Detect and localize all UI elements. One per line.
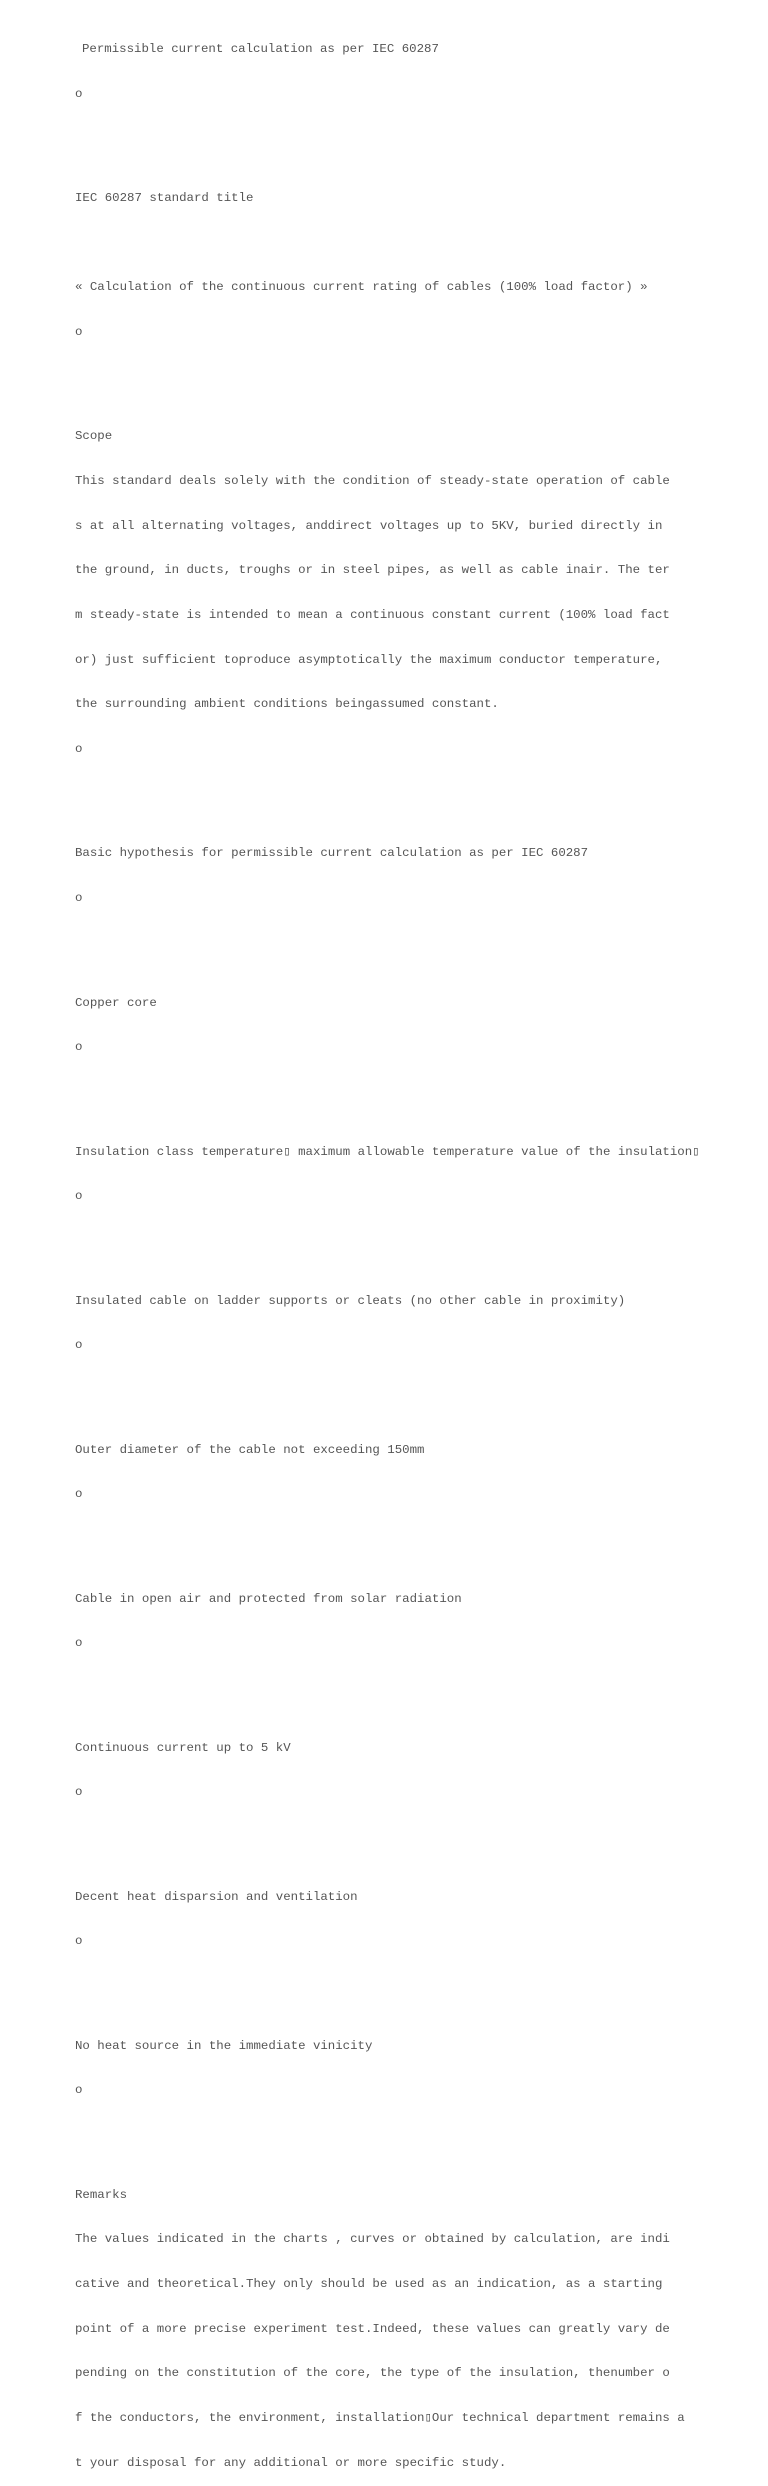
bullet-marker: o	[75, 891, 83, 906]
hypothesis-item: Decent heat disparsion and ventilation	[75, 1889, 358, 1904]
scope-line: m steady-state is intended to mean a continuous constant current (100% load fact	[75, 608, 670, 623]
spacer	[75, 787, 705, 802]
remarks-line: point of a more precise experiment test.Indeed, these values can greatly vary de	[75, 2321, 670, 2336]
spacer	[75, 1234, 705, 1249]
remarks-heading: Remarks	[75, 2187, 128, 2202]
document-body	[75, 12, 705, 2486]
standard-title: « Calculation of the continuous current rating of cables (100% load factor) »	[75, 280, 648, 295]
spacer	[75, 1979, 705, 1994]
scope-line: the ground, in ducts, troughs or in steel pipes, as well as cable inair. The ter	[75, 563, 670, 578]
hypothesis-heading: Basic hypothesis for permissible current calculation as per IEC 60287	[75, 846, 589, 861]
standard-title-heading: IEC 60287 standard title	[75, 190, 254, 205]
remarks-line: cative and theoretical.They only should be used as an indication, as a starting	[75, 2277, 663, 2292]
spacer	[75, 1830, 705, 1845]
bullet-marker: o	[75, 1934, 83, 1949]
spacer	[75, 2128, 705, 2143]
hypothesis-item: Outer diameter of the cable not exceeding 150mm	[75, 1442, 425, 1457]
hypothesis-item: Cable in open air and protected from solar radiation	[75, 1591, 462, 1606]
hypothesis-item: Insulated cable on ladder supports or cleats (no other cable in proximity)	[75, 1293, 626, 1308]
scope-line: the surrounding ambient conditions beingassumed constant.	[75, 697, 499, 712]
hypothesis-item: No heat source in the immediate vinicity	[75, 2038, 373, 2053]
scope-line: s at all alternating voltages, anddirect voltages up to 5KV, buried directly in	[75, 518, 663, 533]
bullet-marker: o	[75, 742, 83, 757]
bullet-marker: o	[75, 1785, 83, 1800]
scope-heading: Scope	[75, 429, 113, 444]
spacer	[75, 1681, 705, 1696]
remarks-line: t your disposal for any additional or more specific study.	[75, 2455, 507, 2470]
spacer	[75, 1085, 705, 1100]
spacer	[75, 236, 705, 251]
remarks-line: f the conductors, the environment, installation▯Our technical department remains a	[75, 2411, 685, 2426]
spacer	[75, 131, 705, 146]
hypothesis-item: Continuous current up to 5 kV	[75, 1740, 291, 1755]
remarks-line: The values indicated in the charts , curves or obtained by calculation, are indi	[75, 2232, 670, 2247]
bullet-marker: o	[75, 324, 83, 339]
bullet-marker: o	[75, 1636, 83, 1651]
spacer	[75, 936, 705, 951]
scope-line: This standard deals solely with the condition of steady-state operation of cable	[75, 473, 670, 488]
document-title: Permissible current calculation as per IEC 60287	[82, 41, 439, 56]
bullet-marker: o	[75, 86, 83, 101]
bullet-marker: o	[75, 1189, 83, 1204]
bullet-marker: o	[75, 2083, 83, 2098]
spacer	[75, 1532, 705, 1547]
hypothesis-item: Copper core	[75, 995, 157, 1010]
spacer	[75, 1383, 705, 1398]
spacer	[75, 370, 705, 385]
bullet-marker: o	[75, 1040, 83, 1055]
bullet-marker: o	[75, 1338, 83, 1353]
hypothesis-item: Insulation class temperature▯ maximum allowable temperature value of the insulation▯	[75, 1144, 700, 1159]
bullet-marker: o	[75, 1487, 83, 1502]
scope-line: or) just sufficient toproduce asymptotically the maximum conductor temperature,	[75, 652, 663, 667]
remarks-line: pending on the constitution of the core, the type of the insulation, thenumber o	[75, 2366, 670, 2381]
